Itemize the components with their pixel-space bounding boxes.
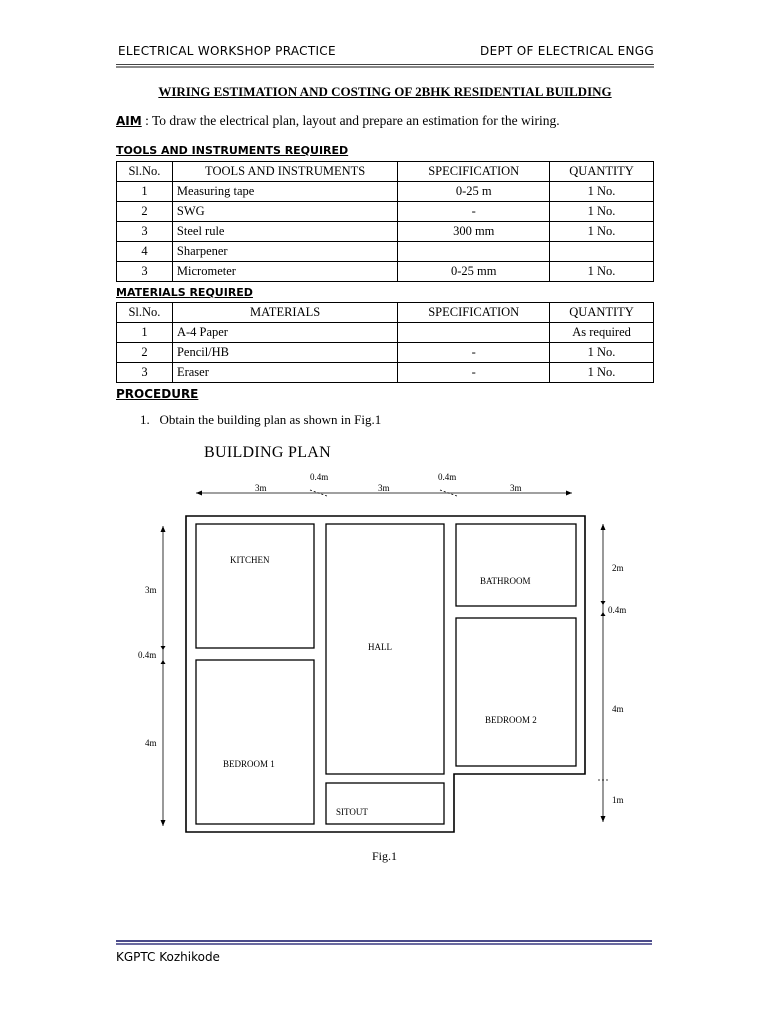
dim-right-top: 2m [612, 563, 624, 573]
col-header: SPECIFICATION [398, 162, 550, 182]
cell: Eraser [172, 363, 397, 383]
header-left: ELECTRICAL WORKSHOP PRACTICE [118, 44, 336, 58]
cell: 2 [117, 343, 173, 363]
page-title: WIRING ESTIMATION AND COSTING OF 2BHK RESIDENTIAL BUILDING [158, 84, 612, 99]
cell: 300 mm [398, 222, 550, 242]
dim-right-bottom: 1m [612, 795, 624, 805]
dim-left-gap: 0.4m [138, 650, 157, 660]
label-bathroom: BATHROOM [480, 576, 531, 586]
footer-text: KGPTC Kozhikode [116, 950, 220, 964]
label-sitout: SITOUT [336, 807, 368, 817]
cell: - [398, 343, 550, 363]
cell: A-4 Paper [172, 323, 397, 343]
bathroom-room [456, 524, 576, 606]
label-kitchen: KITCHEN [230, 555, 270, 565]
col-header: QUANTITY [550, 303, 654, 323]
label-bedroom1: BEDROOM 1 [223, 759, 275, 769]
cell: SWG [172, 202, 397, 222]
cell: Measuring tape [172, 182, 397, 202]
footer-rule [116, 940, 652, 945]
bedroom1-room [196, 660, 314, 824]
kitchen-room [196, 524, 314, 648]
col-header: Sl.No. [117, 162, 173, 182]
dim-top-room-1: 3m [255, 483, 267, 493]
dim-top-gap-2: 0.4m [438, 472, 457, 482]
cell: 1 No. [550, 182, 654, 202]
right-dimension [598, 524, 608, 822]
left-dimension [161, 526, 166, 826]
cell: 0-25 m [398, 182, 550, 202]
cell: As required [550, 323, 654, 343]
cell: - [398, 202, 550, 222]
cell: 3 [117, 262, 173, 282]
dim-top-room-3: 3m [510, 483, 522, 493]
cell: 0-25 mm [398, 262, 550, 282]
cell: - [398, 363, 550, 383]
cell: 1 No. [550, 222, 654, 242]
cell: Steel rule [172, 222, 397, 242]
cell: 4 [117, 242, 173, 262]
dim-top-gap-1: 0.4m [310, 472, 329, 482]
cell: 3 [117, 363, 173, 383]
label-hall: HALL [368, 642, 392, 652]
plan-title: BUILDING PLAN [204, 444, 332, 461]
aim-text: : To draw the electrical plan, layout and prepare an estimation for the wiring. [145, 113, 560, 128]
label-bedroom2: BEDROOM 2 [485, 715, 537, 725]
procedure-heading: PROCEDURE [116, 387, 199, 401]
tools-heading: TOOLS AND INSTRUMENTS REQUIRED [116, 144, 349, 157]
col-header: QUANTITY [550, 162, 654, 182]
cell: 3 [117, 222, 173, 242]
cell: Sharpener [172, 242, 397, 262]
dim-left-top: 3m [145, 585, 157, 595]
cell: 1 [117, 323, 173, 343]
dim-left-bottom: 4m [145, 738, 157, 748]
cell: 1 [117, 182, 173, 202]
cell: Pencil/HB [172, 343, 397, 363]
dim-top-room-2: 3m [378, 483, 390, 493]
procedure-step-1: 1. Obtain the building plan as shown in Fig.1 [140, 412, 382, 427]
cell: 1 No. [550, 262, 654, 282]
col-header: SPECIFICATION [398, 303, 550, 323]
bedroom2-room [456, 618, 576, 766]
cell: 1 No. [550, 363, 654, 383]
header-right: DEPT OF ELECTRICAL ENGG [480, 44, 654, 58]
cell: 1 No. [550, 343, 654, 363]
figure-caption: Fig.1 [372, 849, 398, 863]
sitout-room [326, 783, 444, 824]
dim-right-gap: 0.4m [608, 605, 627, 615]
dim-right-middle: 4m [612, 704, 624, 714]
cell: 1 No. [550, 202, 654, 222]
cell: Micrometer [172, 262, 397, 282]
col-header: TOOLS AND INSTRUMENTS [172, 162, 397, 182]
aim-label: AIM [116, 114, 142, 128]
cell: 2 [117, 202, 173, 222]
materials-heading: MATERIALS REQUIRED [116, 286, 253, 299]
col-header: Sl.No. [117, 303, 173, 323]
col-header: MATERIALS [172, 303, 397, 323]
